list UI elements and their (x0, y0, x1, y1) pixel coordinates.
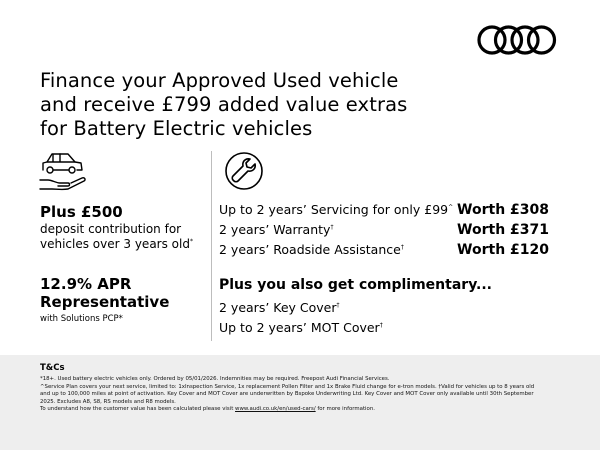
offer-label (219, 222, 333, 237)
footnote-mark: † (330, 223, 334, 231)
footnote-mark: † (400, 243, 404, 251)
deposit-section (40, 204, 205, 252)
complimentary-item (219, 318, 383, 338)
terms-title: T&Cs (40, 363, 65, 373)
terms-section (0, 355, 600, 450)
pcp-note: with Solutions PCP* (40, 314, 123, 324)
offer-label (219, 202, 453, 217)
headline-line: and receive £799 added value extras (40, 93, 408, 116)
offer-worth: Worth £371 (457, 222, 549, 238)
headline-line: Finance your Approved Used vehicle (40, 69, 399, 92)
wrench-icon (223, 150, 265, 192)
complimentary-item-text: Up to 2 years’ MOT Cover (219, 320, 380, 335)
offer-label (219, 242, 404, 257)
offers-list (219, 202, 549, 262)
terms-line: ^Service Plan covers your next service, limited to: 1xInspection Service, 1x replacement Pollen Filter and 1x Brake Fluid change for e-tron models. †Valid for vehicles up to 8 years old (40, 383, 535, 390)
headline-line: for Battery Electric vehicles (40, 117, 313, 140)
offer-label-text: 2 years’ Warranty (219, 222, 331, 237)
terms-text: To understand how the customer value has been calculated please visit (40, 406, 236, 412)
headline (40, 69, 470, 141)
deposit-title: Plus £500 (40, 203, 123, 221)
terms-line: and up to 100,000 miles at point of activation. Key Cover and MOT Cover are underwritten by Bspoke Underwriting Ltd. Key Cover and MOT Cover only available until 30th September (40, 391, 534, 397)
terms-line: *18+. Used battery electric vehicles only. Ordered by 05/01/2026. Indemnities may be required. Freepost Audi Financial Services. (40, 376, 390, 382)
offer-label-text: 2 years’ Roadside Assistance (219, 242, 401, 257)
footnote-mark: † (336, 301, 340, 309)
terms-line: 2025. Excludes A8, S8, RS models and R8 models. (40, 398, 176, 405)
used-cars-link[interactable]: www.audi.co.uk/en/used-cars/ (235, 406, 316, 412)
terms-line (40, 406, 560, 414)
footnote-mark: † (379, 321, 383, 329)
deposit-line-text: vehicles over 3 years old (40, 237, 190, 251)
offer-worth: Worth £120 (457, 242, 549, 258)
terms-text: for more information. (315, 406, 375, 412)
offer-row (219, 222, 549, 242)
car-hand-icon (38, 150, 88, 192)
offer-label-text: Up to 2 years’ Servicing for only £99 (219, 202, 449, 217)
column-divider (211, 151, 212, 341)
footnote-mark: * (189, 238, 193, 245)
complimentary-item (219, 298, 383, 318)
apr-rate: 12.9% APR (40, 275, 132, 293)
offer-row (219, 242, 549, 262)
audi-rings-icon[interactable] (476, 23, 558, 57)
deposit-line (40, 237, 205, 252)
complimentary-list (219, 298, 383, 338)
offer-row (219, 202, 549, 222)
offer-worth: Worth £308 (457, 202, 549, 218)
complimentary-title: Plus you also get complimentary... (219, 277, 492, 293)
deposit-text (40, 222, 205, 252)
complimentary-item-text: 2 years’ Key Cover (219, 300, 337, 315)
footnote-mark: ^ (448, 203, 454, 211)
deposit-line: deposit contribution for (40, 222, 182, 236)
apr-block (40, 275, 205, 311)
apr-representative: Representative (40, 293, 170, 311)
